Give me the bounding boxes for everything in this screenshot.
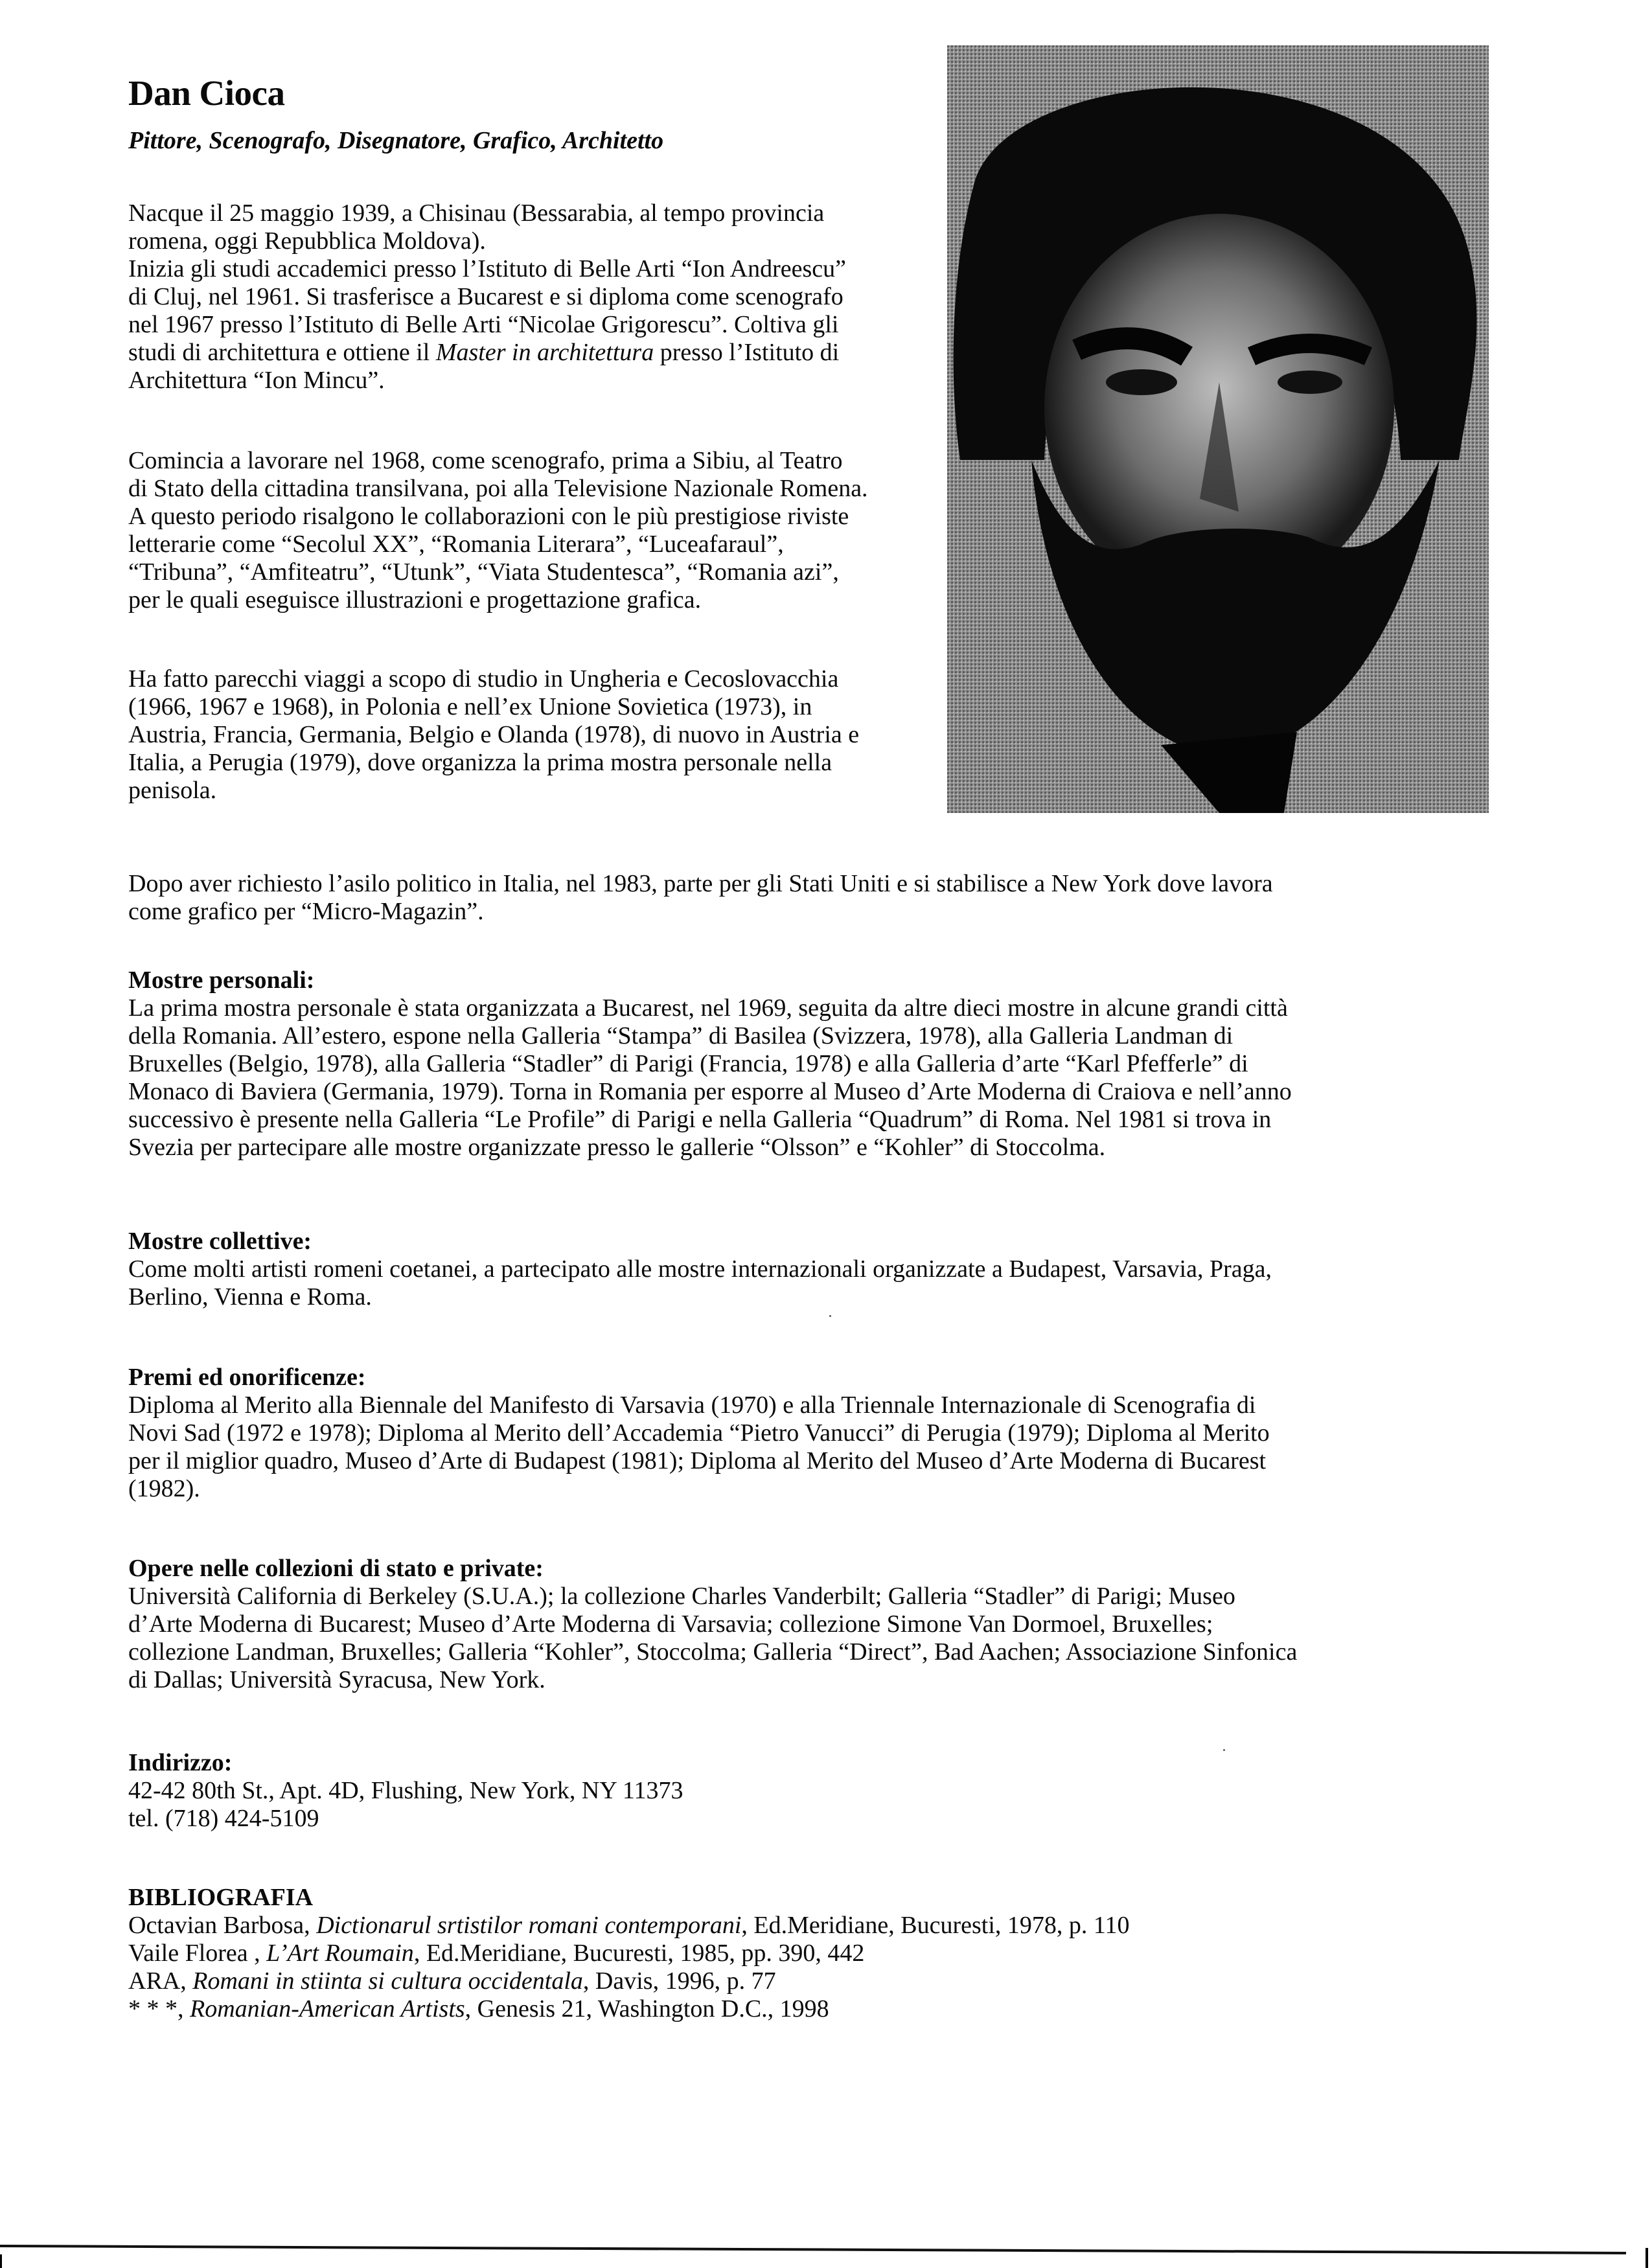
section-heading: Indirizzo:	[128, 1749, 233, 1776]
bibliography-entry	[128, 1912, 1443, 1940]
portrait-photo	[947, 45, 1489, 813]
text-line: della Romania. All’estero, espone nella Galleria “Stampa” di Basilea (Svizzera, 1978), alla Galleria Landman di	[128, 1022, 1233, 1049]
text-line: (1982).	[128, 1475, 200, 1502]
text-line: romena, oggi Repubblica Moldova).	[128, 227, 486, 255]
text-line: A questo periodo risalgono le collaborazioni con le più prestigiose riviste	[128, 503, 849, 530]
bibliography-entry	[128, 1940, 1443, 1967]
text-line: (1966, 1967 e 1968), in Polonia e nell’ex Unione Sovietica (1973), in	[128, 693, 812, 720]
text-line: di Dallas; Università Syracusa, New York.	[128, 1666, 545, 1693]
bib-author: * * *,	[128, 1995, 190, 2022]
text-line: La prima mostra personale è stata organizzata a Bucarest, nel 1969, seguita da altre dieci mostre in alcune grandi città	[128, 994, 1288, 1022]
section-heading: Premi ed onorificenze:	[128, 1364, 366, 1391]
text-line: Nacque il 25 maggio 1939, a Chisinau (Bessarabia, al tempo provincia	[128, 200, 825, 227]
text-line: Inizia gli studi accademici presso l’Istituto di Belle Arti “Ion Andreescu”	[128, 255, 847, 282]
text-line: Come molti artisti romeni coetanei, a partecipato alle mostre internazionali organizzate a Budapest, Varsavia, Praga,	[128, 1255, 1272, 1283]
text-line: come grafico per “Micro-Magazin”.	[128, 898, 484, 925]
text-line: Austria, Francia, Germania, Belgio e Olanda (1978), di nuovo in Austria e	[128, 721, 860, 748]
artist-name: Dan Cioca	[128, 73, 285, 113]
bib-details: , Ed.Meridiane, Bucuresti, 1978, p. 110	[741, 1912, 1130, 1939]
text-line: Diploma al Merito alla Biennale del Manifesto di Varsavia (1970) e alla Triennale Internazionale di Scenografia di	[128, 1392, 1256, 1419]
text-line: Dopo aver richiesto l’asilo politico in Italia, nel 1983, parte per gli Stati Uniti e si stabilisce a New York dove lavora	[128, 870, 1273, 897]
text-line: letterarie come “Secolul XX”, “Romania Literara”, “Luceafaraul”,	[128, 531, 784, 558]
text-line	[128, 339, 938, 367]
section-bibliography	[128, 1884, 1443, 2023]
text-fragment: presso l’Istituto di	[654, 339, 840, 366]
bib-author: ARA,	[128, 1967, 193, 1995]
street-address: 42-42 80th St., Apt. 4D, Flushing, New York, NY 11373	[128, 1777, 683, 1804]
section-heading: Mostre collettive:	[128, 1228, 312, 1255]
text-line: di Stato della cittadina transilvana, poi alla Televisione Nazionale Romena.	[128, 475, 868, 502]
text-line: successivo è presente nella Galleria “Le Profile” di Parigi e nella Galleria “Quadrum” di Roma. Nel 1981 si trova in	[128, 1106, 1272, 1133]
text-line: “Tribuna”, “Amfiteatru”, “Utunk”, “Viata Studentesca”, “Romania azi”,	[128, 558, 839, 586]
text-line: Monaco di Baviera (Germania, 1979). Torna in Romania per esporre al Museo d’Arte Moderna di Craiova e nell’anno	[128, 1078, 1292, 1105]
section-heading: Mostre personali:	[128, 967, 315, 994]
section-address	[128, 1749, 1443, 1833]
section-group-exhibitions	[128, 1228, 1443, 1311]
text-line: per le quali eseguisce illustrazioni e progettazione grafica.	[128, 586, 702, 613]
phone-number: tel. (718) 424-5109	[128, 1805, 319, 1832]
text-line: per il miglior quadro, Museo d’Arte di Budapest (1981); Diploma al Merito del Museo d’Arte Moderna di Bucarest	[128, 1447, 1267, 1474]
text-line: Comincia a lavorare nel 1968, come scenografo, prima a Sibiu, al Teatro	[128, 447, 843, 474]
section-collections	[128, 1555, 1443, 1694]
scan-edge-right	[1646, 2248, 1648, 2268]
bio-paragraph-emigration	[128, 870, 1443, 926]
text-line: Svezia per partecipare alle mostre organizzate presso le gallerie “Olsson” e “Kohler” di Stoccolma.	[128, 1134, 1106, 1161]
section-awards	[128, 1364, 1443, 1503]
text-line: Novi Sad (1972 e 1978); Diploma al Merito dell’Accademia “Pietro Vanucci” di Perugia (1979); Diploma al Merito	[128, 1419, 1270, 1447]
bibliography-entry	[128, 1995, 1443, 2023]
text-line: penisola.	[128, 777, 217, 804]
scan-speck	[829, 1315, 831, 1317]
artist-professions: Pittore, Scenografo, Disegnatore, Grafico, Architetto	[128, 127, 664, 154]
bib-title: Romanian-American Artists	[190, 1995, 465, 2022]
bio-paragraph-career	[128, 447, 938, 614]
bib-details: , Genesis 21, Washington D.C., 1998	[465, 1995, 829, 2022]
text-line: Bruxelles (Belgio, 1978), alla Galleria “Stadler” di Parigi (Francia, 1978) e alla Galleria d’arte “Karl Pfefferle” di	[128, 1050, 1248, 1077]
section-personal-exhibitions	[128, 967, 1443, 1162]
text-line: Università California di Berkeley (S.U.A.); la collezione Charles Vanderbilt; Galleria “Stadler” di Parigi; Museo	[128, 1583, 1235, 1610]
text-line: d’Arte Moderna di Bucarest; Museo d’Arte Moderna di Varsavia; collezione Simone Van Dormoel, Bruxelles;	[128, 1610, 1213, 1638]
bib-author: Octavian Barbosa,	[128, 1912, 317, 1939]
bib-author: Vaile Florea ,	[128, 1940, 267, 1967]
bib-details: , Davis, 1996, p. 77	[582, 1967, 776, 1995]
text-line: nel 1967 presso l’Istituto di Belle Arti “Nicolae Grigorescu”. Coltiva gli	[128, 311, 839, 338]
section-heading: BIBLIOGRAFIA	[128, 1884, 314, 1911]
scan-speck	[1223, 1749, 1225, 1751]
scan-edge-left	[0, 2254, 2, 2268]
degree-title: Master in architettura	[435, 339, 654, 366]
scan-bottom-edge	[0, 2245, 1626, 2254]
bio-paragraph-birth-education	[128, 200, 938, 395]
text-line: di Cluj, nel 1961. Si trasferisce a Bucarest e si diploma come scenografo	[128, 283, 843, 310]
bio-paragraph-travels	[128, 665, 938, 805]
bibliography-entry	[128, 1967, 1443, 1995]
bib-title: L’Art Roumain	[266, 1940, 414, 1967]
bib-title: Romani in stiinta si cultura occidentala	[192, 1967, 583, 1995]
text-line: collezione Landman, Bruxelles; Galleria “Kohler”, Stoccolma; Galleria “Direct”, Bad Aachen; Associazione Sinfonica	[128, 1638, 1298, 1666]
section-heading: Opere nelle collezioni di stato e private:	[128, 1555, 544, 1582]
text-line: Italia, a Perugia (1979), dove organizza la prima mostra personale nella	[128, 749, 832, 776]
portrait-image	[947, 45, 1489, 813]
text-line: Berlino, Vienna e Roma.	[128, 1283, 372, 1311]
text-line: Ha fatto parecchi viaggi a scopo di studio in Ungheria e Cecoslovacchia	[128, 665, 839, 693]
text-line: Architettura “Ion Mincu”.	[128, 367, 385, 394]
bib-details: , Ed.Meridiane, Bucuresti, 1985, pp. 390, 442	[413, 1940, 865, 1967]
bib-title: Dictionarul srtistilor romani contemporani	[316, 1912, 742, 1939]
text-fragment: studi di architettura e ottiene il	[128, 339, 436, 366]
